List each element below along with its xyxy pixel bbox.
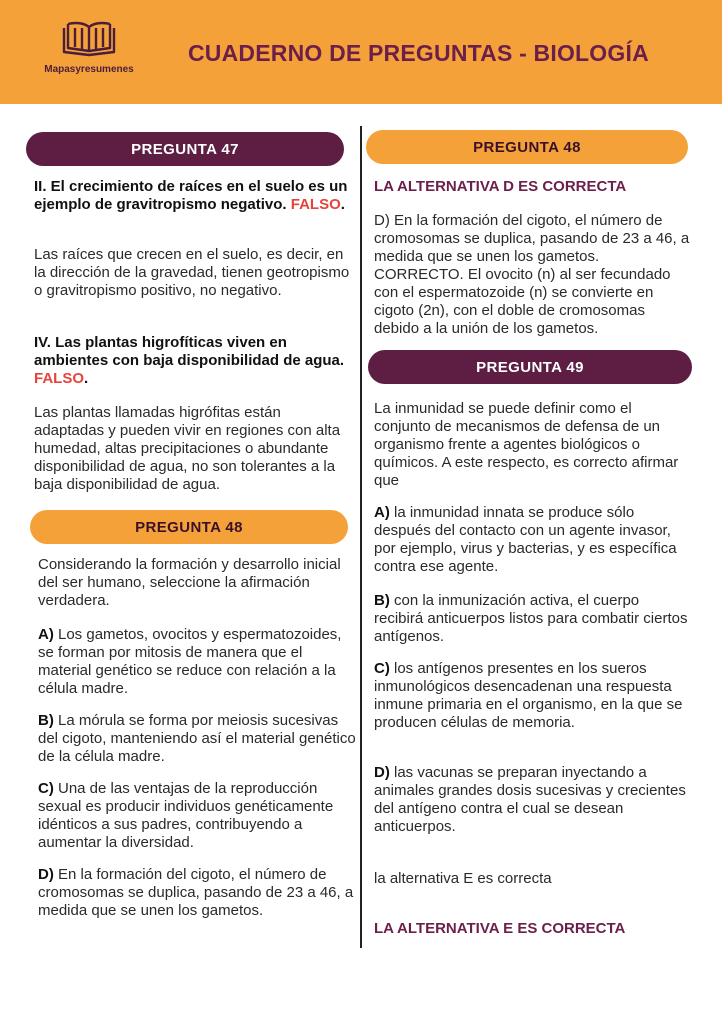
q49-option-a-text: la inmunidad innata se produce sólo después del contacto con un agente invasor, por ejemplo, virus y bacterias, y es específica contra ese agente.	[374, 504, 677, 575]
q49-option-b-label: B)	[374, 592, 390, 609]
brand-logo[interactable]	[34, 20, 144, 80]
q49-option-b	[374, 592, 692, 646]
option-c-text: Una de las ventajas de la reproducción sexual es producir individuos genéticamente idénticos a sus padres, contribuyendo a aumentar la diversidad.	[38, 780, 334, 851]
statement-ii-explanation: Las raíces que crecen en el suelo, es decir, en la dirección de la gravedad, tienen geotropismo o gravitropismo positivo, no negativo.	[34, 246, 350, 299]
brand-name: Mapasyresumenes	[44, 64, 134, 75]
option-c	[38, 780, 356, 852]
statement-ii-verdict: FALSO	[290, 196, 341, 213]
option-c-label: C)	[38, 780, 54, 797]
q49-option-c	[374, 660, 692, 732]
option-d	[38, 866, 356, 920]
option-a-text: Los gametos, ovocitos y espermatozoides, se forman por mitosis de manera que el material genético se reduce con relación a la célula madre.	[38, 626, 342, 697]
answer-48-header: PREGUNTA 48	[366, 130, 688, 164]
question-47-header: PREGUNTA 47	[26, 132, 344, 166]
q49-option-d-label: D)	[374, 764, 390, 781]
question-49-header: PREGUNTA 49	[368, 350, 692, 384]
question-48-intro: Considerando la formación y desarrollo inicial del ser humano, seleccione la afirmación verdadera.	[38, 556, 341, 609]
page-title: CUADERNO DE PREGUNTAS - BIOLOGÍA	[188, 40, 649, 66]
statement-iv-verdict: FALSO	[34, 370, 85, 387]
q49-option-a	[374, 504, 692, 576]
question-48-header: PREGUNTA 48	[30, 510, 348, 544]
option-b-label: B)	[38, 712, 54, 729]
option-b-text: La mórula se forma por meiosis sucesivas del cigoto, manteniendo así el material genético de la célula madre.	[38, 712, 356, 765]
statement-iv-explanation: Las plantas llamadas higrófitas están adaptadas y pueden vivir en regiones con alta humedad, altas precipitaciones o abundante disponibilidad de agua, no son tolerantes a la baja disponibilidad de agua.	[34, 404, 341, 493]
q49-option-c-label: C)	[374, 660, 390, 677]
statement-ii	[34, 178, 362, 214]
column-divider	[360, 126, 362, 948]
statement-iv-period: .	[84, 370, 89, 387]
statement-ii-period: .	[340, 196, 345, 213]
q49-option-a-label: A)	[374, 504, 390, 521]
answer-48-result: LA ALTERNATIVA D ES CORRECTA	[374, 178, 627, 195]
q49-option-d	[374, 764, 692, 836]
statement-ii-text: II. El crecimiento de raíces en el suelo es un ejemplo de gravitropismo negativo.	[34, 178, 348, 213]
statement-iv-text: IV. Las plantas higrofíticas viven en ambientes con baja disponibilidad de agua.	[34, 334, 345, 369]
answer-49-result: LA ALTERNATIVA E ES CORRECTA	[374, 920, 626, 937]
question-49-intro: La inmunidad se puede definir como el conjunto de mecanismos de defensa de un organismo frente a agentes biológicos o químicos. A este respecto, es correcto afirmar que	[374, 400, 679, 489]
option-b	[38, 712, 356, 766]
q49-option-d-text: las vacunas se preparan inyectando a animales grandes dosis sucesivas y crecientes del antígeno contra el cual se desean anticuerpos.	[374, 764, 686, 835]
header-bar	[0, 0, 722, 104]
option-a-label: A)	[38, 626, 54, 643]
statement-iv	[34, 334, 362, 388]
option-d-text: En la formación del cigoto, el número de cromosomas se duplica, pasando de 23 a 46, a medida que se unen los gametos.	[38, 866, 354, 919]
option-d-label: D)	[38, 866, 54, 883]
option-a	[38, 626, 350, 698]
answer-48-explanation: D) En la formación del cigoto, el número de cromosomas se duplica, pasando de 23 a 46, a medida que se unen los gametos. CORRECTO. El ovocito (n) al ser fecundado con el espermatozoide (n) se convierte en cigoto (2n), con el doble de cromosomas debido a la unión de los gametos.	[374, 212, 690, 337]
q49-option-c-text: los antígenos presentes en los sueros inmunológicos desencadenan una respuesta inmune primaria en el organismo, en la que se producen células de memoria.	[374, 660, 683, 731]
answer-49-note: la alternativa E es correcta	[374, 870, 552, 887]
q49-option-b-text: con la inmunización activa, el cuerpo recibirá anticuerpos listos para combatir ciertos antígenos.	[374, 592, 688, 645]
book-icon	[60, 20, 118, 58]
